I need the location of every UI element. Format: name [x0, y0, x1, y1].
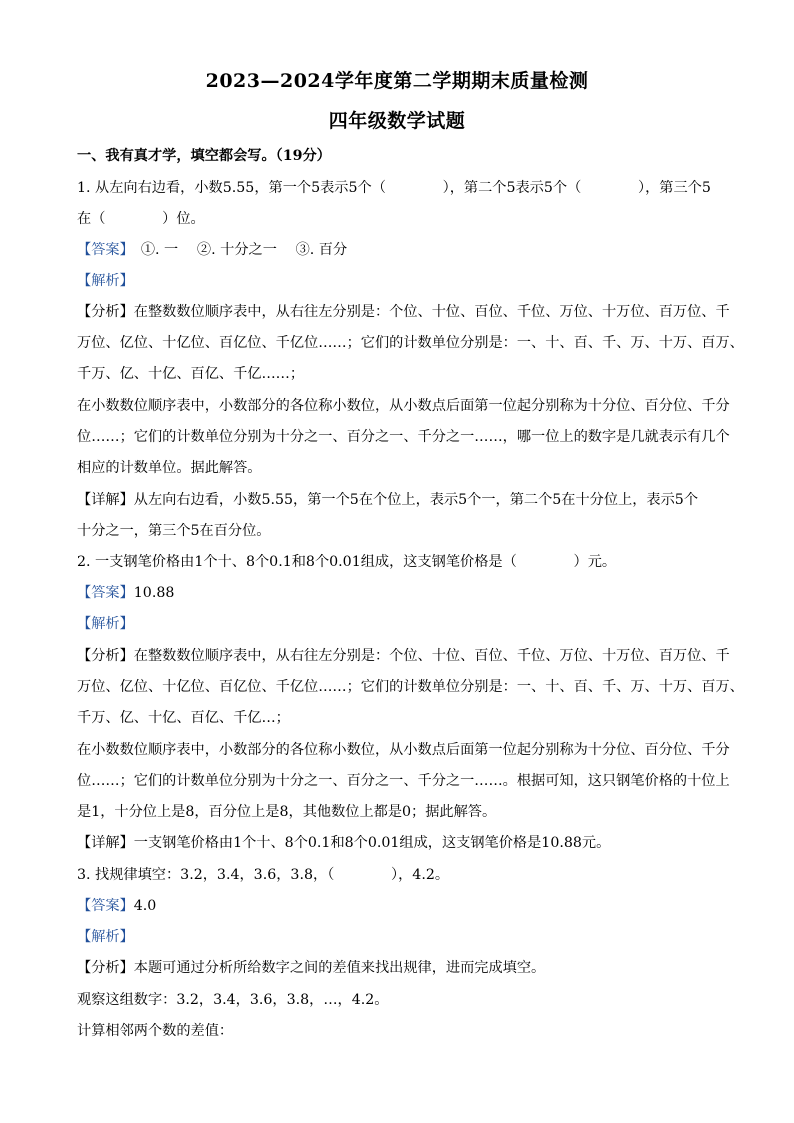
- q1-fenxi-line1: [77, 302, 730, 322]
- answer-tag: 【答案】: [77, 898, 134, 914]
- answer-tag: 【答案】: [77, 242, 127, 258]
- analysis-tag: 【解析】: [77, 929, 134, 945]
- q2-fenxi-line3: 千万、亿、十亿、百亿、千亿…；: [77, 710, 290, 726]
- fenxi-text: 在整数数位顺序表中，从右往左分别是：个位、十位、百位、千位、万位、十万位、百万位、千: [133, 304, 730, 320]
- q2-fenxi-line5: 位……；它们的计数单位分别为十分之一、百分之一、千分之一……。根据可知，这只钢笔价格的十位上: [77, 773, 730, 789]
- exam-title: 2023—2024学年度第二学期期末质量检测: [205, 70, 589, 92]
- fenxi-text: 本题可通过分析所给数字之间的差值来找出规律，进而完成填空。: [133, 960, 546, 976]
- q2-fenxi-line6: 是1，十分位上是8，百分位上是8，其他数位上都是0；据此解答。: [77, 804, 497, 820]
- answer-tag: 【答案】: [77, 585, 134, 601]
- section-heading: 一、我有真才学，填空都会写。（19分）: [77, 148, 331, 164]
- q2-stem: 2. 一支钢笔价格由1个十、8个0.1和8个0.01组成，这支钢笔价格是（ ）元。: [77, 554, 617, 570]
- q1-analysis-tag: [77, 271, 134, 291]
- fenxi-tag: 【分析】: [77, 648, 134, 664]
- q2-fenxi-line2: 万位、亿位、十亿位、百亿位、千亿位……；它们的计数单位分别是：一、十、百、千、万、十万、百万、: [77, 679, 744, 695]
- q3-stem: 3. 找规律填空：3.2，3.4，3.6，3.8，（ ），4.2。: [77, 867, 450, 883]
- q1-fenxi-line2: 万位、亿位、十亿位、百亿位、千亿位……；它们的计数单位分别是：一、十、百、千、万、十万、百万、: [77, 335, 744, 351]
- fenxi-tag: 【分析】: [77, 304, 134, 320]
- q1-fenxi-line6: 相应的计数单位。据此解答。: [77, 460, 262, 476]
- q1-answer: [77, 240, 347, 260]
- q1-fenxi-line3: 千万、亿、十亿、百亿、千亿……；: [77, 366, 305, 382]
- fenxi-tag: 【分析】: [77, 960, 134, 976]
- q2-xiangjie: [77, 833, 610, 853]
- q2-fenxi-line1: [77, 646, 730, 666]
- q3-answer: [77, 896, 156, 916]
- q2-answer: [77, 583, 174, 603]
- q1-stem-line1: 1. 从左向右边看，小数5.55，第一个5表示5个（ ），第二个5表示5个（ ），第三个5: [77, 180, 711, 196]
- exam-subtitle: 四年级数学试题: [328, 110, 466, 132]
- answer-text: 4.0: [133, 898, 157, 914]
- q2-fenxi-line4: 在小数数位顺序表中，小数部分的各位称小数位，从小数点后面第一位起分别称为十分位、百分位、千分: [77, 742, 730, 758]
- q1-fenxi-line5: 位……；它们的计数单位分别为十分之一、百分之一、千分之一……，哪一位上的数字是几就表示有几个: [77, 429, 730, 445]
- q3-analysis-tag: [77, 927, 134, 947]
- analysis-tag: 【解析】: [77, 273, 134, 289]
- q2-analysis-tag: [77, 614, 134, 634]
- q1-xiangjie-line2: 十分之一，第三个5在百分位。: [77, 523, 271, 539]
- xiangjie-text: 从左向右边看，小数5.55，第一个5在个位上，表示5个一，第二个5在十分位上，表示5个: [133, 492, 699, 508]
- q1-xiangjie-line1: [77, 490, 698, 510]
- q3-observe: 观察这组数字：3.2，3.4，3.6，3.8，…，4.2。: [77, 992, 389, 1008]
- analysis-tag: 【解析】: [77, 616, 134, 632]
- xiangjie-text: 一支钢笔价格由1个十、8个0.1和8个0.01组成，这支钢笔价格是10.88元。: [133, 835, 611, 851]
- q1-stem-line2: 在（ ）位。: [77, 211, 205, 227]
- fenxi-text: 在整数数位顺序表中，从右往左分别是：个位、十位、百位、千位、万位、十万位、百万位、千: [133, 648, 730, 664]
- xiangjie-tag: 【详解】: [77, 492, 134, 508]
- xiangjie-tag: 【详解】: [77, 835, 134, 851]
- q3-fenxi: [77, 958, 545, 978]
- q1-fenxi-line4: 在小数数位顺序表中，小数部分的各位称小数位，从小数点后面第一位起分别称为十分位、百分位、千分: [77, 398, 730, 414]
- answer-text: ①. 一 ②. 十分之一 ③. 百分: [126, 242, 348, 258]
- q3-calc: 计算相邻两个数的差值：: [77, 1023, 234, 1039]
- answer-text: 10.88: [133, 585, 175, 601]
